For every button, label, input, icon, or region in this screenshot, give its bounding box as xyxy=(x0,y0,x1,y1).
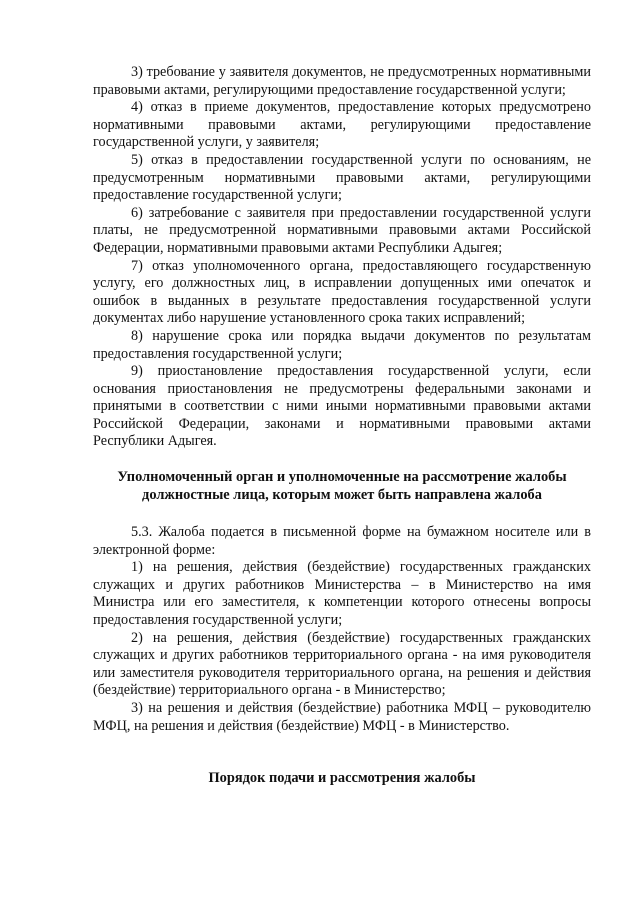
spacer xyxy=(93,451,591,468)
list-item-6: 6) затребование с заявителя при предоставлении государственной услуги платы, не предусмотренной нормативными правовыми актами Российской Федерации, нормативными правовыми актами Республики Адыгея; xyxy=(93,204,591,256)
section-5-3-item-3: 3) на решения и действия (бездействие) работника МФЦ – руководителю МФЦ, на решения и действия (бездействие) МФЦ - в Министерство. xyxy=(93,700,591,734)
spacer xyxy=(93,504,591,524)
list-item-9: 9) приостановление предоставления государственной услуги, если основания приостановления не предусмотрены федеральными законами и принятыми в соответствии с ними иными нормативными правовыми актами Российской Федерации, законами и нормативными правовыми актами Республики Адыгея. xyxy=(93,363,591,450)
spacer xyxy=(93,735,591,769)
list-item-3: 3) требование у заявителя документов, не предусмотренных нормативными правовыми актами, регулирующими предоставление государственной услуги; xyxy=(93,64,591,98)
list-item-8: 8) нарушение срока или порядка выдачи документов по результатам предоставления государственной услуги; xyxy=(93,327,591,362)
list-item-4: 4) отказ в приеме документов, предоставление которых предусмотрено нормативными правовыми актами, регулирующими предоставление государственной услуги, у заявителя; xyxy=(93,99,591,151)
list-item-5: 5) отказ в предоставлении государственной услуги по основаниям, не предусмотренным нормативными правовыми актами, регулирующими предоставление государственной услуги; xyxy=(93,151,591,204)
document-page xyxy=(93,64,591,787)
section-5-3-item-1: 1) на решения, действия (бездействие) государственных гражданских служащих и других работников Министерства – в Министерство на имя Министра или его заместителя, к компетенции которого отнесены вопросы предоставления государственной услуги; xyxy=(93,559,591,629)
list-item-7: 7) отказ уполномоченного органа, предоставляющего государственную услугу, его должностных лиц, в исправлении допущенных ими опечаток и ошибок в выданных в результате предоставления государственной услуги документах либо нарушение установленного срока таких исправлений; xyxy=(93,257,591,327)
section-5-3-item-2: 2) на решения, действия (бездействие) государственных гражданских служащих и других работников территориального органа - на имя руководителя или заместителя руководителя территориального органа, на решения и действия (бездействие) территориального органа - в Министерство; xyxy=(93,629,591,699)
section-heading-procedure: Порядок подачи и рассмотрения жалобы xyxy=(208,770,476,787)
section-heading-authority: Уполномоченный орган и уполномоченные на рассмотрение жалобы должностные лица, которым может быть направлена жалоба xyxy=(117,469,567,504)
section-5-3-intro: 5.3. Жалоба подается в письменной форме на бумажном носителе или в электронной форме: xyxy=(93,524,591,558)
